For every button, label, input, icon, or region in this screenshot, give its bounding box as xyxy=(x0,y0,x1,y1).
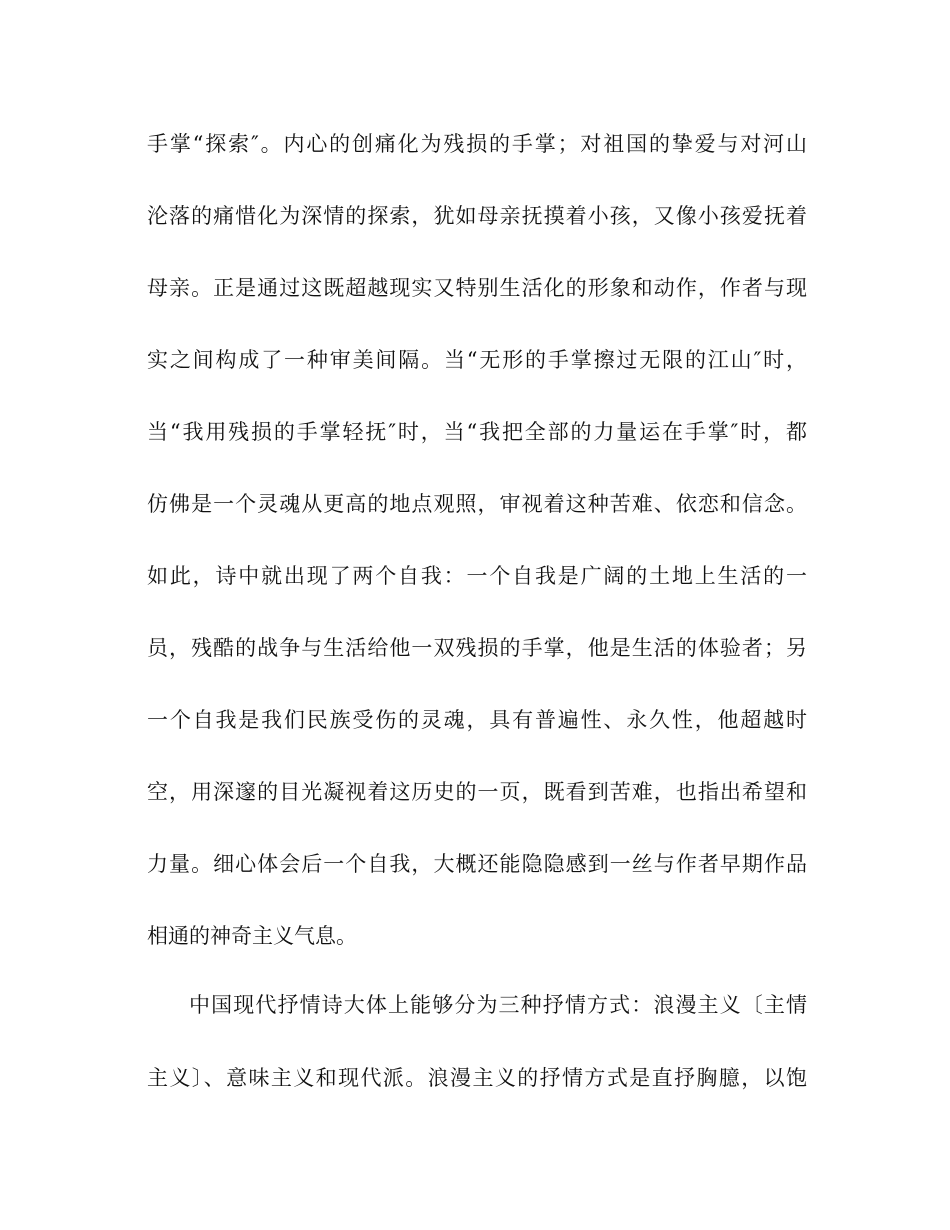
text-line-3: 母亲。正是通过这既超越现实又特别生活化的形象和动作，作者与现 xyxy=(147,276,807,300)
text-line-2: 沦落的痛惜化为深情的探索，犹如母亲抚摸着小孩，又像小孩爱抚着 xyxy=(147,204,807,228)
text-line-5: 当“我用残损的手掌轻抚″时，当“我把全部的力量运在手掌″时，都 xyxy=(147,420,807,444)
text-line-8: 员，残酷的战争与生活给他一双残损的手掌，他是生活的体验者；另 xyxy=(147,636,807,660)
text-line-13: 中国现代抒情诗大体上能够分为三种抒情方式：浪漫主义〔主情 xyxy=(189,993,807,1017)
text-line-6: 仿佛是一个灵魂从更高的地点观照，审视着这种苦难、依恋和信念。 xyxy=(147,492,807,516)
text-line-11: 力量。细心体会后一个自我，大概还能隐隐感到一丝与作者早期作品 xyxy=(147,852,807,876)
text-line-12: 相通的神奇主义气息。 xyxy=(147,924,357,948)
text-line-1: 手掌“探索″。内心的创痛化为残损的手掌；对祖国的挚爱与对河山 xyxy=(147,132,807,156)
text-line-14: 主义〕、意味主义和现代派。浪漫主义的抒情方式是直抒胸臆，以饱 xyxy=(147,1066,807,1090)
text-line-4: 实之间构成了一种审美间隔。当“无形的手掌擦过无限的江山″时， xyxy=(147,348,807,372)
text-line-9: 一个自我是我们民族受伤的灵魂，具有普遍性、永久性，他超越时 xyxy=(147,708,807,732)
text-line-10: 空，用深邃的目光凝视着这历史的一页，既看到苦难，也指出希望和 xyxy=(147,780,807,804)
text-line-7: 如此，诗中就出现了两个自我：一个自我是广阔的土地上生活的一 xyxy=(147,564,807,588)
